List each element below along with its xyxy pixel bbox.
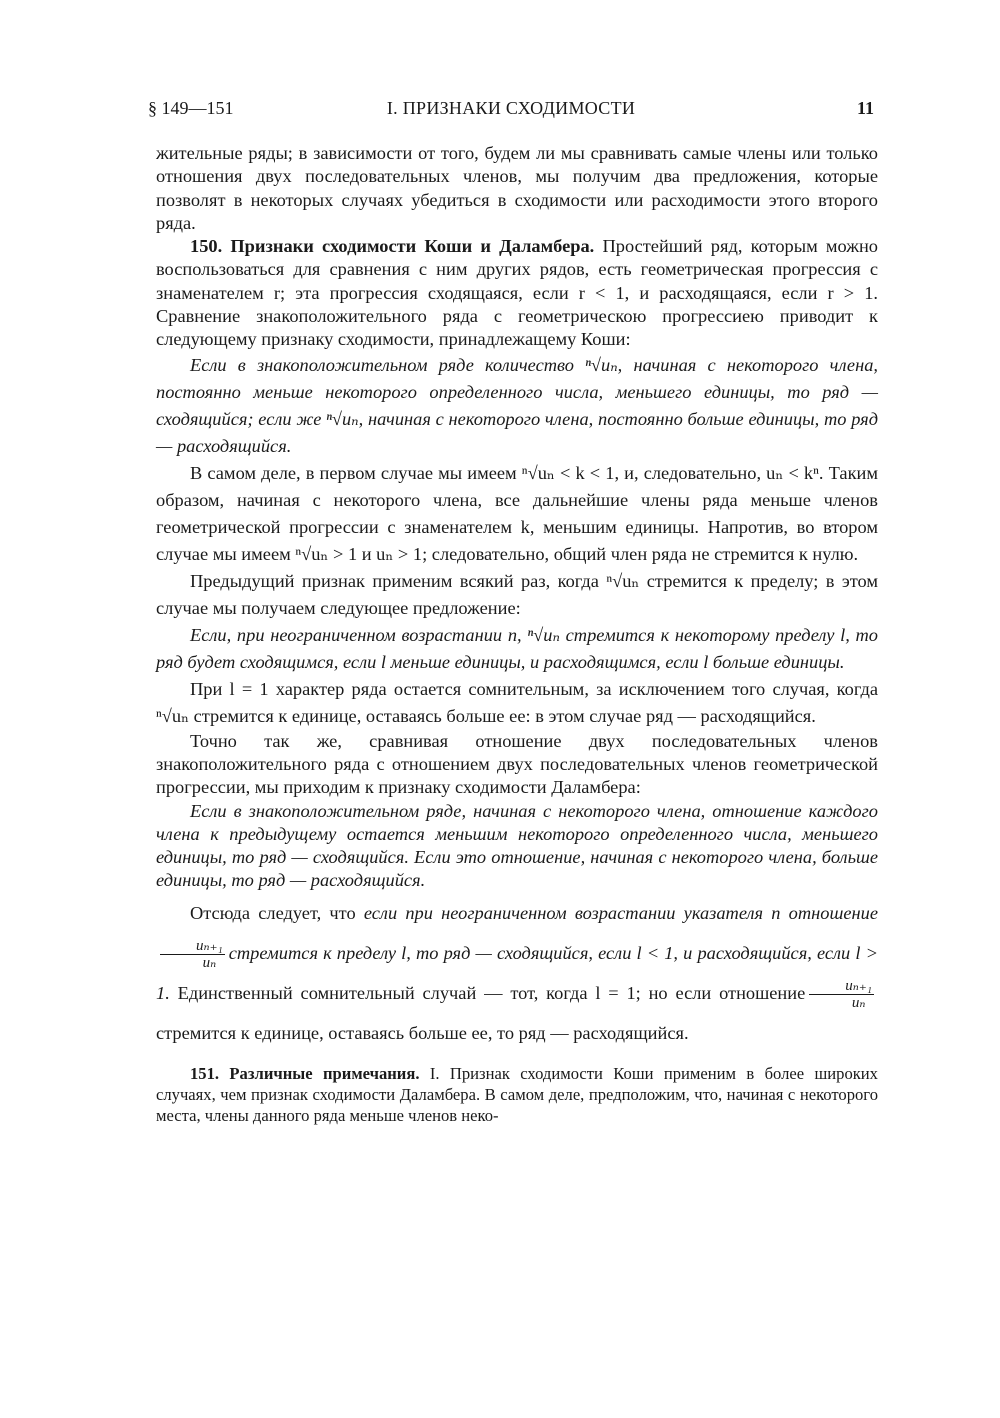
running-header xyxy=(148,98,874,124)
dalembert-intro: Точно так же, сравнивая отношение двух последовательных членов знакоположительного ряда с отношением двух последовательных членов геометрической прогрессии, мы приходим к признаку сходимости Даламбера: xyxy=(156,730,878,798)
section-151 xyxy=(156,1063,878,1126)
ratio-numerator: uₙ₊₁ xyxy=(160,938,225,955)
doubtful-case: При l = 1 характер ряда остается сомнительным, за исключением того случая, когда ⁿ√uₙ стремится к единице, оставаясь больше ее: в этом случае ряд — расходящийся. xyxy=(156,678,878,726)
limit-remark: Предыдущий признак применим всякий раз, когда ⁿ√uₙ стремится к пределу; в этом случае мы получаем следующее предложение: xyxy=(156,570,878,618)
dalembert-conclusion: стремится к единице, оставаясь больше ее, то ряд — расходящийся. xyxy=(156,1022,689,1043)
ratio-denominator: uₙ xyxy=(202,955,217,972)
cauchy-theorem: Если в знакоположительном ряде количество ⁿ√uₙ, начиная с некоторого члена, постоянно меньше некоторого определенного числа, меньшего единицы, то ряд — сходящийся; если же ⁿ√uₙ, начиная с некоторого члена, постоянно больше единицы, то ряд — расходящийся. xyxy=(156,354,878,456)
dalembert-limit xyxy=(156,893,878,1053)
page-body xyxy=(156,142,878,1126)
ratio-denominator: uₙ xyxy=(851,995,866,1012)
ratio-numerator: uₙ₊₁ xyxy=(809,978,874,995)
dalembert-limit-condition: если при неограниченном возрастании указателя n отношение xyxy=(363,902,879,923)
section-151-heading: 151. Различные примечания. xyxy=(190,1063,420,1083)
dalembert-theorem: Если в знакоположительном ряде, начиная с некоторого члена, отношение каждого члена к предыдущему остается меньшим некоторого определенного числа, меньшего единицы, то ряд — сходящийся. Если это отношение, начиная с некоторого члена, больше единицы, то ряд — расходящийся. xyxy=(156,800,878,891)
ratio-fraction-2 xyxy=(809,978,874,1011)
ratio-fraction-1 xyxy=(160,938,225,971)
dalembert-limit-lead: Отсюда следует, что xyxy=(190,902,364,923)
cauchy-limit-theorem: Если, при неограниченном возрастании n, ⁿ√uₙ стремится к некоторому пределу l, то ряд будет сходящимся, если l меньше единицы, и расходящимся, если l больше единицы. xyxy=(156,624,878,672)
section-range: § 149—151 xyxy=(148,98,234,118)
paragraph-continuation: жительные ряды; в зависимости от того, будем ли мы сравнивать самые члены или только отношения двух последовательных членов, мы получим два предложения, которые позволят в некоторых случаях убедиться в сходимости или расходимости этого второго ряда. xyxy=(156,143,878,233)
cauchy-proof: В самом деле, в первом случае мы имеем ⁿ√uₙ < k < 1, и, следовательно, uₙ < kⁿ. Таким образом, начиная с некоторого члена, все дальнейшие члены ряда меньше членов геометрической прогрессии с знаменателем k, меньшим единицы. Напротив, во втором случае мы имеем ⁿ√uₙ > 1 и uₙ > 1; следовательно, общий член ряда не стремится к нулю. xyxy=(156,462,878,564)
section-151-text: I. Признак сходимости Коши применим в более широких случаях, чем признак сходимости Даламбера. В самом деле, предположим, что, начиная с некоторого места, члены данного ряда меньше членов неко- xyxy=(156,1063,878,1125)
dalembert-doubtful: Единственный сомнительный случай — тот, когда l = 1; но если отношение xyxy=(169,982,806,1003)
dalembert-limit-result: стремится к пределу l, то ряд — сходящийся, если l < 1, и расходящийся, если l > 1. xyxy=(156,942,878,1003)
page-number: 11 xyxy=(856,98,874,118)
section-150-intro xyxy=(156,235,878,351)
section-150-heading: 150. Признаки сходимости Коши и Даламбера. xyxy=(190,236,595,257)
chapter-title: I. ПРИЗНАКИ СХОДИМОСТИ xyxy=(386,98,636,118)
section-150-text: Простейший ряд, которым можно воспользоваться для сравнения с ним других рядов, есть геометрическая прогрессия с знаменателем r; эта прогрессия сходящаяся, если r < 1, и расходящаяся, если r > 1. Сравнение знакоположительного ряда с геометрическою прогрессиею приводит к следующему признаку сходимости, принадлежащему Коши: xyxy=(156,236,878,350)
